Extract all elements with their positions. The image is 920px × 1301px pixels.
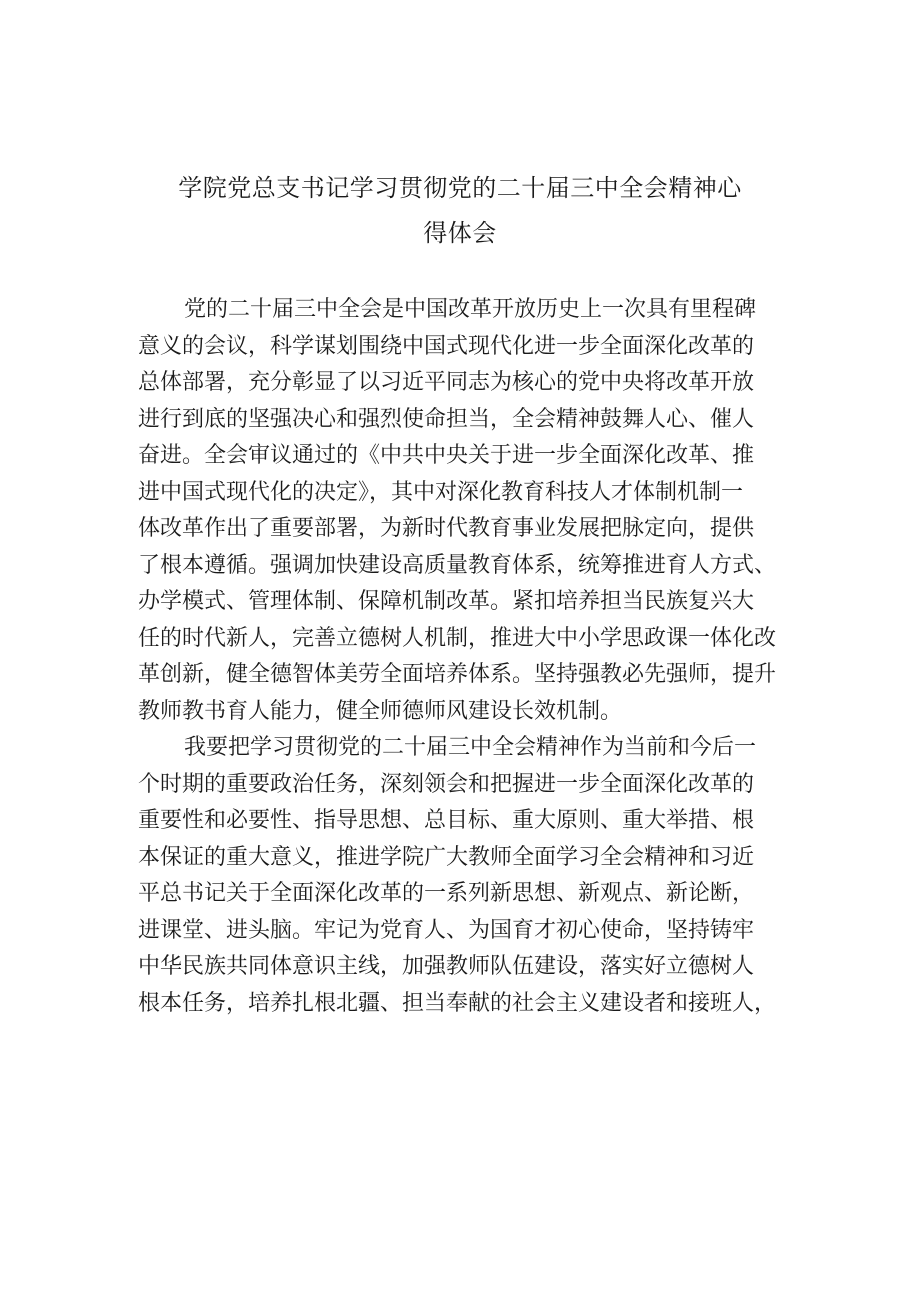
text-line: 进中国式现代化的决定》，其中对深化教育科技人才体制机制一 — [138, 479, 744, 505]
text-line: 意义的会议，科学谋划围绕中国式现代化进一步全面深化改革的 — [138, 333, 755, 359]
text-line: 进课堂、进头脑。牢记为党育人、为国育才初心使命，坚持铸牢 — [138, 917, 755, 943]
text-line: 教师教书育人能力，健全师德师风建设长效机制。 — [138, 698, 623, 724]
title-line: 学院党总支书记学习贯彻党的二十届三中全会精神心 — [178, 174, 742, 202]
text-line: 了根本遵循。强调加快建设高质量教育体系，统筹推进育人方式、 — [138, 552, 777, 578]
text-line: 奋进。全会审议通过的《中共中央关于进一步全面深化改革、推 — [138, 443, 755, 468]
paragraph-1 — [138, 292, 798, 730]
text-line: 中华民族共同体意识主线，加强教师队伍建设，落实好立德树人 — [138, 954, 755, 979]
text-line: 我要把学习贯彻党的二十届三中全会精神作为当前和今后一 — [184, 735, 757, 760]
text-line: 平总书记关于全面深化改革的一系列新思想、新观点、新论断， — [138, 881, 755, 906]
text-line: 总体部署，充分彰显了以习近平同志为核心的党中央将改革开放 — [138, 370, 755, 395]
title-line: 得体会 — [423, 219, 497, 247]
text-line: 革创新，健全德智体美劳全面培养体系。坚持强教必先强师，提升 — [138, 662, 777, 687]
text-line: 本保证的重大意义，推进学院广大教师全面学习全会精神和习近 — [138, 844, 755, 870]
text-line: 办学模式、管理体制、保障机制改革。紧扣培养担当民族复兴大 — [138, 589, 755, 614]
paragraph-2 — [138, 730, 798, 1022]
text-line: 任的时代新人，完善立德树人机制，推进大中小学思政课一体化改 — [138, 625, 777, 651]
text-line: 党的二十届三中全会是中国改革开放历史上一次具有里程碑 — [184, 297, 757, 322]
document-title — [160, 166, 760, 256]
text-line: 进行到底的坚强决心和强烈使命担当，全会精神鼓舞人心、催人 — [138, 406, 755, 432]
text-line: 根本任务，培养扎根北疆、担当奉献的社会主义建设者和接班人， — [138, 990, 777, 1016]
text-line: 体改革作出了重要部署，为新时代教育事业发展把脉定向，提供 — [138, 516, 755, 541]
document-body — [138, 292, 798, 1022]
text-line: 个时期的重要政治任务，深刻领会和把握进一步全面深化改革的 — [138, 771, 755, 797]
text-line: 重要性和必要性、指导思想、总目标、重大原则、重大举措、根 — [138, 808, 755, 833]
